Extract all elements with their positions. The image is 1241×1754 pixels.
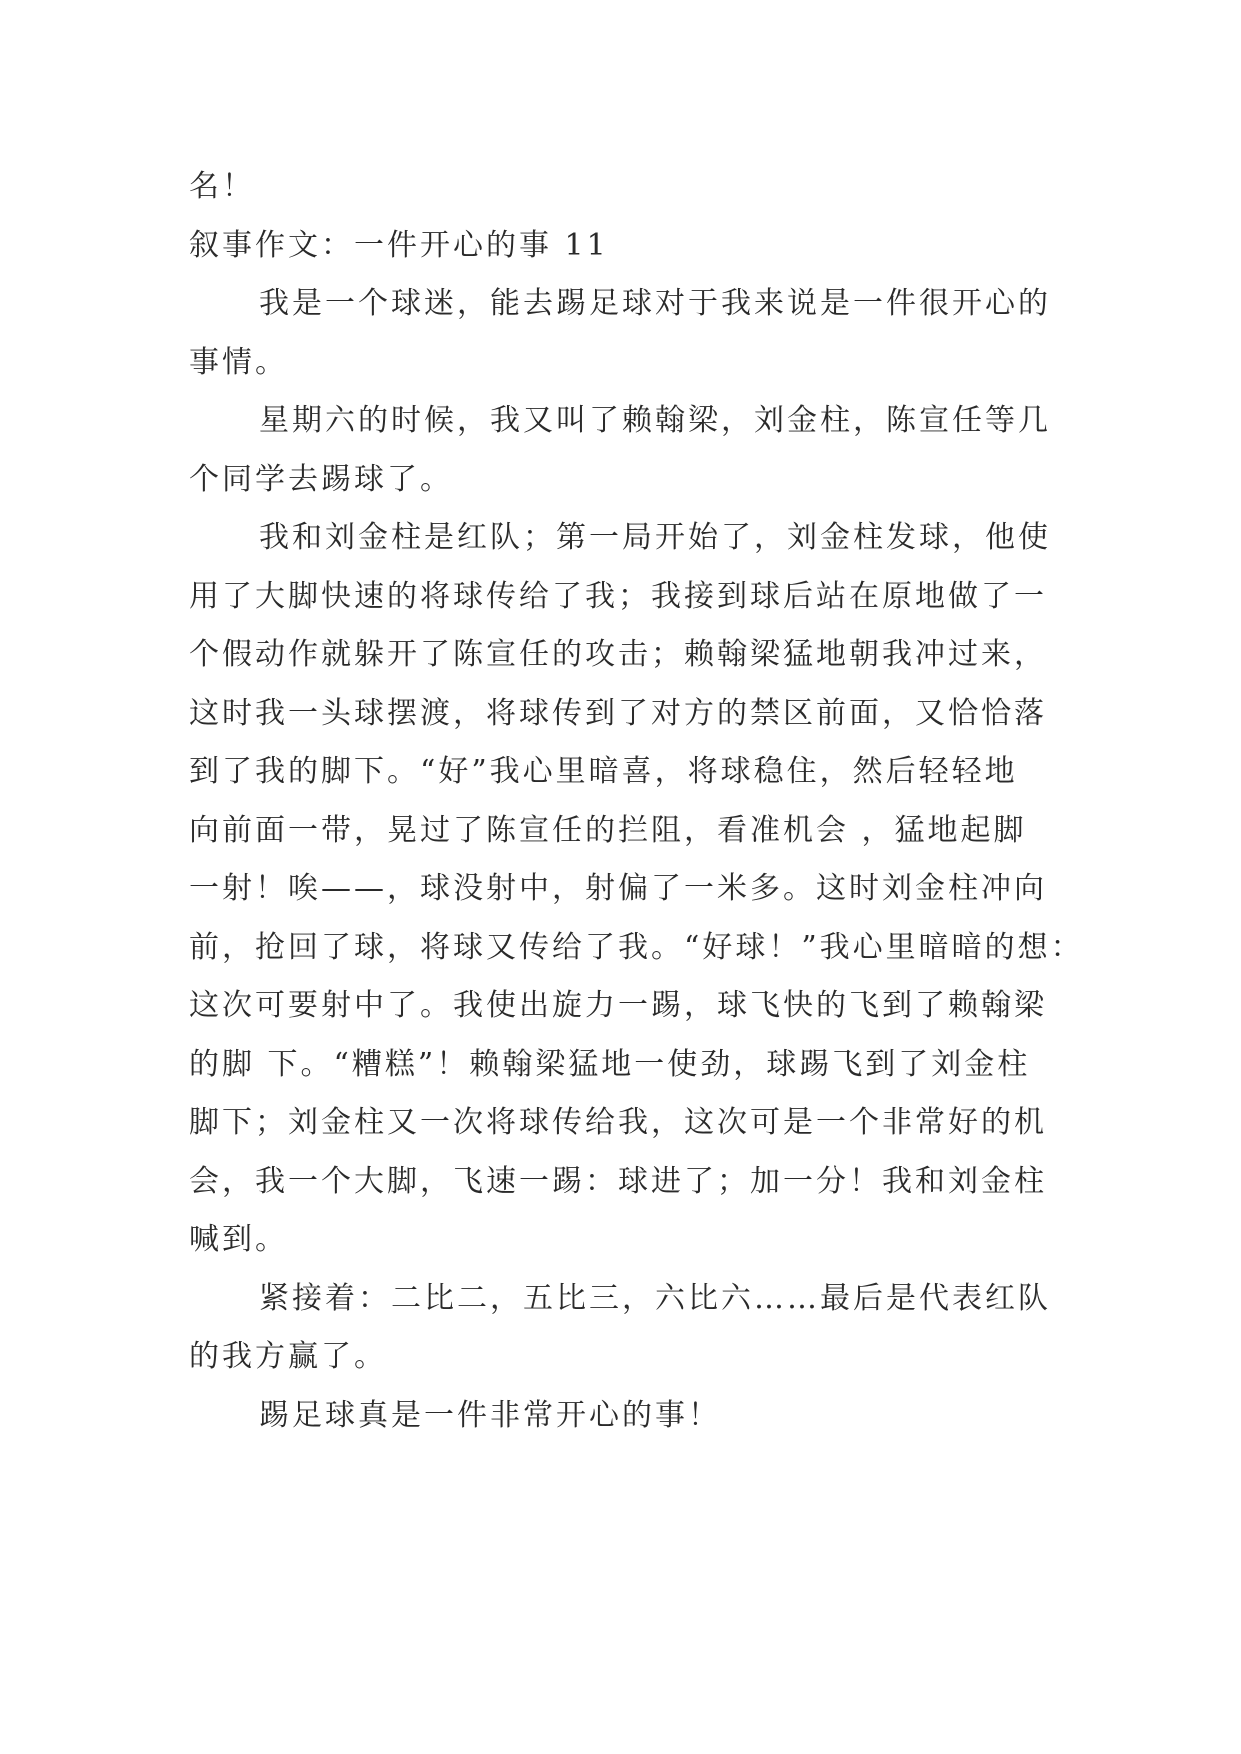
- text-line: 用了大脚快速的将球传给了我；我接到球后站在原地做了一: [189, 578, 1047, 614]
- text-line: 我和刘金柱是红队；第一局开始了，刘金柱发球，他使: [259, 520, 1051, 555]
- text-line: 紧接着：二比二，五比三，六比六……最后是代表红队: [259, 1280, 1051, 1316]
- text-line: 我是一个球迷，能去踢足球对于我来说是一件很开心的: [259, 286, 1051, 321]
- text-line: 到了我的脚下。“好”我心里暗喜，将球稳住，然后轻轻地: [189, 754, 1018, 789]
- text-line: 个同学去踢球了。: [189, 461, 453, 497]
- text-line: 前，抢回了球，将球又传给了我。“好球！”我心里暗暗的想：: [189, 929, 1084, 965]
- essay-title: 叙事作文：一件开心的事 11: [189, 227, 609, 263]
- text-line: 个假动作就躲开了陈宣任的攻击；赖翰梁猛地朝我冲过来，: [189, 637, 1047, 672]
- text-line: 会，我一个大脚，飞速一踢：球进了；加一分！我和刘金柱: [189, 1163, 1047, 1199]
- text-line: 喊到。: [189, 1222, 288, 1257]
- text-line: 脚下；刘金柱又一次将球传给我，这次可是一个非常好的机: [189, 1105, 1047, 1140]
- text-line: 踢足球真是一件非常开心的事！: [259, 1397, 721, 1433]
- text-line: 一射！唉——，球没射中，射偏了一米多。这时刘金柱冲向: [189, 871, 1047, 906]
- text-line: 这次可要射中了。我使出旋力一踢，球飞快的飞到了赖翰梁: [189, 988, 1047, 1023]
- text-line: 的我方赢了。: [189, 1339, 387, 1374]
- text-line: 这时我一头球摆渡，将球传到了对方的禁区前面，又恰恰落: [189, 695, 1047, 731]
- text-line: 事情。: [189, 344, 288, 380]
- text-line: 向前面一带，晃过了陈宣任的拦阻，看准机会 ，猛地起脚: [189, 812, 1027, 848]
- text-line: 的脚 下。“糟糕”！赖翰梁猛地一使劲，球踢飞到了刘金柱: [189, 1046, 1031, 1082]
- text-line: 星期六的时候，我又叫了赖翰梁，刘金柱，陈宣任等几: [259, 403, 1051, 438]
- text-line: 名！: [189, 169, 255, 204]
- essay-body: [189, 158, 1084, 1445]
